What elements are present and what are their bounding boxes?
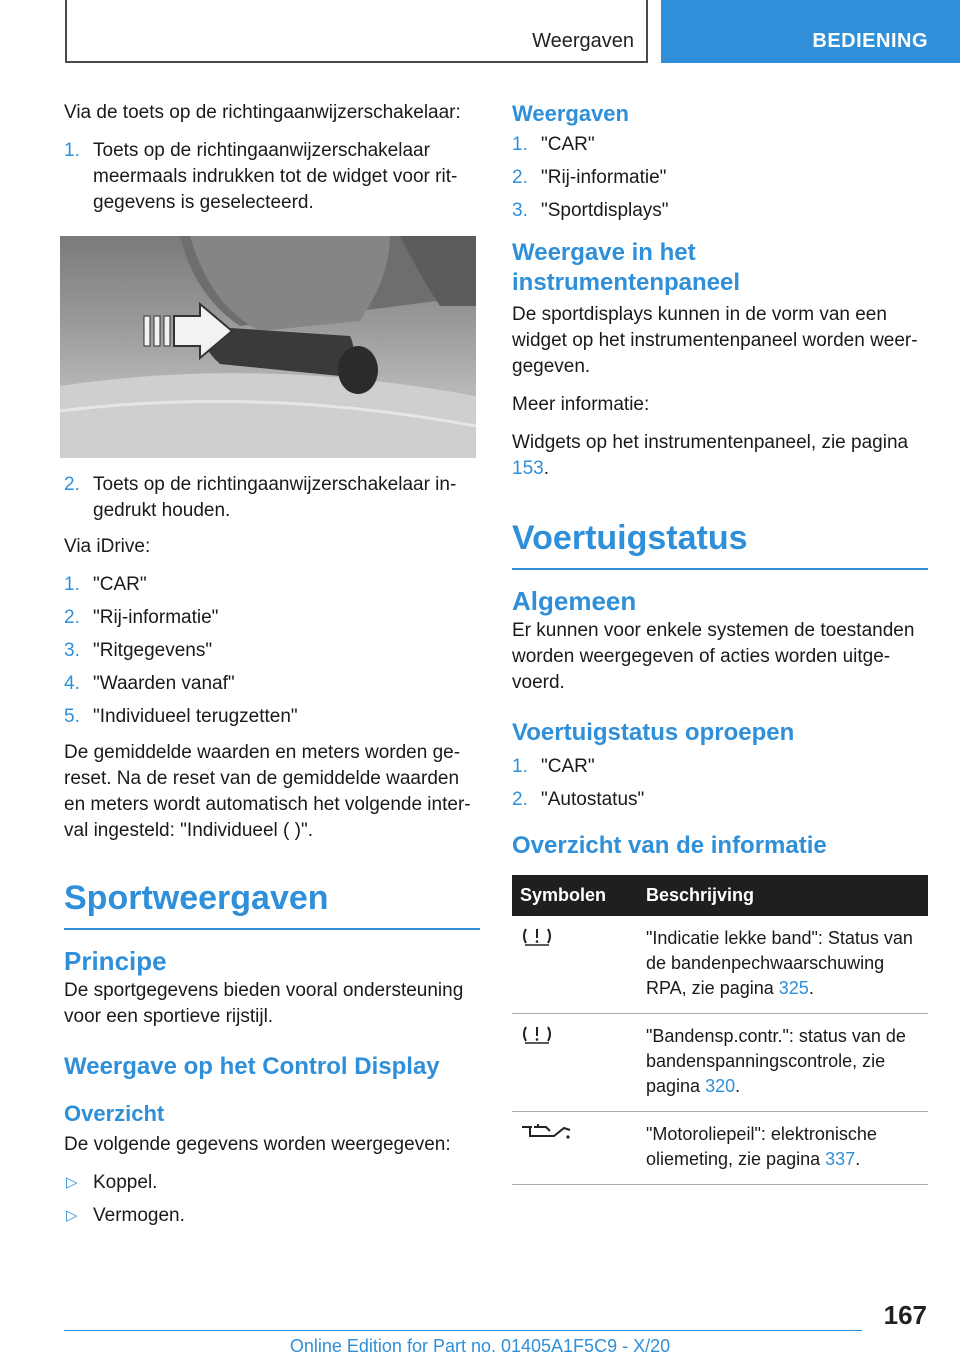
header-section-title: Weergaven bbox=[532, 30, 634, 52]
list-number: 1. bbox=[64, 140, 80, 161]
overzicht-text: De volgende gegevens worden weergegeven: bbox=[64, 1134, 451, 1155]
list-number: 1. bbox=[64, 574, 80, 595]
list-item bbox=[64, 704, 480, 730]
weergaven-heading: Weergaven bbox=[512, 101, 629, 126]
list-item bbox=[64, 572, 480, 598]
description-cell: "Bandensp.contr.": status van de bandenspanningscontrole, zie pagina 320. bbox=[638, 1014, 928, 1112]
instrumentenpaneel-text: De sportdisplays kunnen in de vorm van een widget op het instrumentenpaneel worden weergegeven. bbox=[512, 304, 918, 377]
list-text: "CAR" bbox=[541, 756, 595, 777]
list-text: "CAR" bbox=[93, 574, 147, 595]
list-item bbox=[64, 671, 480, 697]
algemeen-text: Er kunnen voor enkele systemen de toestanden worden weergegeven of acties worden uitgevoerd. bbox=[512, 620, 915, 693]
lever-illustration bbox=[60, 236, 476, 458]
oproepen-heading: Voertuigstatus oproepen bbox=[512, 719, 795, 746]
page-link-325[interactable]: 325 bbox=[778, 978, 809, 998]
table-row bbox=[512, 1112, 928, 1185]
table-row bbox=[512, 1014, 928, 1112]
list-item bbox=[64, 138, 480, 216]
reset-text: De gemiddelde waarden en meters worden gereset. Na de reset van de gemiddelde waarden en meters wordt automatisch het volgende interval ingesteld: "Individueel ( )". bbox=[64, 742, 471, 841]
heading-rule bbox=[64, 928, 480, 930]
row-description: "Motoroliepeil": elektronische oliemeting, zie pagina bbox=[646, 1124, 877, 1169]
table-header-symbolen: Symbolen bbox=[512, 875, 638, 916]
list-item bbox=[512, 754, 928, 780]
list-number: 1. bbox=[512, 134, 528, 155]
algemeen-heading: Algemeen bbox=[512, 586, 637, 616]
header-section-box bbox=[65, 0, 648, 63]
weergaven-steps-list bbox=[512, 132, 928, 224]
list-item bbox=[64, 1170, 480, 1196]
page-link-337[interactable]: 337 bbox=[825, 1149, 856, 1169]
list-text: "Rij-informatie" bbox=[93, 607, 219, 628]
list-number: 5. bbox=[64, 706, 80, 727]
description-cell: "Motoroliepeil": elektronische oliemeting, zie pagina 337. bbox=[638, 1112, 928, 1185]
header-chapter-tab bbox=[661, 0, 960, 63]
voertuigstatus-heading: Voertuigstatus bbox=[512, 519, 748, 557]
widgets-label: Widgets op het instrumentenpaneel, zie pagina bbox=[512, 432, 909, 453]
tire-pressure-warning-icon bbox=[520, 1024, 554, 1044]
list-text: "Sportdisplays" bbox=[541, 200, 669, 221]
list-item bbox=[64, 605, 480, 631]
page-number: 167 bbox=[883, 1300, 927, 1330]
list-text: "Rij-informatie" bbox=[541, 167, 667, 188]
control-display-heading: Weergave op het Control Display bbox=[64, 1053, 440, 1080]
oil-can-icon bbox=[520, 1122, 572, 1142]
list-item bbox=[64, 1203, 480, 1229]
list-text: Koppel. bbox=[93, 1172, 158, 1193]
idrive-steps-list bbox=[64, 572, 480, 730]
list-item bbox=[512, 165, 928, 191]
more-info-text: Meer informatie: bbox=[512, 394, 650, 415]
status-table bbox=[512, 875, 928, 1185]
list-text: "CAR" bbox=[541, 134, 595, 155]
footer-edition: Online Edition for Part no. 01405A1F5C9 - X/20 bbox=[289, 1336, 671, 1356]
turn-signal-lever-photo bbox=[60, 236, 476, 458]
header-chapter-title: BEDIENING bbox=[812, 30, 928, 52]
idrive-intro: Via iDrive: bbox=[64, 536, 151, 557]
page-link-153[interactable]: 153 bbox=[512, 458, 544, 479]
triangle-bullet-icon: ▷ bbox=[66, 1174, 78, 1191]
bullet-list bbox=[64, 1170, 480, 1229]
list-number: 2. bbox=[512, 789, 528, 810]
table-header-beschrijving: Beschrijving bbox=[638, 875, 928, 916]
oproepen-steps-list bbox=[512, 754, 928, 813]
list-number: 3. bbox=[64, 640, 80, 661]
list-text: "Autostatus" bbox=[541, 789, 645, 810]
list-item bbox=[512, 132, 928, 158]
symbol-cell bbox=[512, 916, 638, 1014]
list-number: 1. bbox=[512, 756, 528, 777]
list-number: 4. bbox=[64, 673, 80, 694]
list-number: 2. bbox=[512, 167, 528, 188]
instrumentenpaneel-heading: Weergave in het instrumentenpaneel bbox=[512, 239, 741, 296]
list-item bbox=[64, 472, 480, 524]
overzicht-heading: Overzicht bbox=[64, 1101, 165, 1126]
description-cell: "Indicatie lekke band": Status van de bandenpechwaarschuwing RPA, zie pagina 325. bbox=[638, 916, 928, 1014]
right-column bbox=[512, 100, 928, 1185]
principe-text: De sportgegevens bieden vooral ondersteuning voor een sportieve rijstijl. bbox=[64, 980, 464, 1027]
symbol-cell bbox=[512, 1014, 638, 1112]
tire-pressure-warning-icon bbox=[520, 926, 554, 946]
triangle-bullet-icon: ▷ bbox=[66, 1207, 78, 1224]
footer-rule bbox=[64, 1330, 862, 1331]
page-link-320[interactable]: 320 bbox=[705, 1076, 736, 1096]
list-item bbox=[512, 787, 928, 813]
intro-text: Via de toets op de richtingaanwijzerschakelaar: bbox=[64, 102, 461, 123]
list-text: Toets op de richtingaanwijzerschakelaar ingedrukt houden. bbox=[93, 474, 457, 521]
table-header-row bbox=[512, 875, 928, 916]
heading-rule bbox=[512, 568, 928, 570]
list-text: Vermogen. bbox=[93, 1205, 185, 1226]
list-number: 2. bbox=[64, 474, 80, 495]
row-description: "Indicatie lekke band": Status van de bandenpechwaarschuwing RPA, zie pagina bbox=[646, 928, 913, 998]
steps-b-list bbox=[64, 472, 480, 524]
table-row bbox=[512, 916, 928, 1014]
overzicht-informatie-heading: Overzicht van de informatie bbox=[512, 832, 827, 859]
symbol-cell bbox=[512, 1112, 638, 1185]
list-text: "Ritgegevens" bbox=[93, 640, 213, 661]
row-description: "Bandensp.contr.": status van de bandenspanningscontrole, zie pagina bbox=[646, 1026, 906, 1096]
list-text: "Individueel terugzetten" bbox=[93, 706, 298, 727]
steps-a-list bbox=[64, 138, 480, 216]
list-text: "Waarden vanaf" bbox=[93, 673, 235, 694]
left-column bbox=[64, 100, 480, 1239]
list-item bbox=[64, 638, 480, 664]
list-number: 3. bbox=[512, 200, 528, 221]
list-text: Toets op de richtingaanwijzerschakelaar meermaals indrukken tot de widget voor ritgegevens is geselecteerd. bbox=[93, 140, 458, 213]
widgets-text: Widgets op het instrumentenpaneel, zie pagina 153. bbox=[512, 432, 909, 479]
sportweergaven-heading: Sportweergaven bbox=[64, 879, 329, 917]
list-item bbox=[512, 198, 928, 224]
principe-heading: Principe bbox=[64, 946, 167, 976]
list-number: 2. bbox=[64, 607, 80, 628]
